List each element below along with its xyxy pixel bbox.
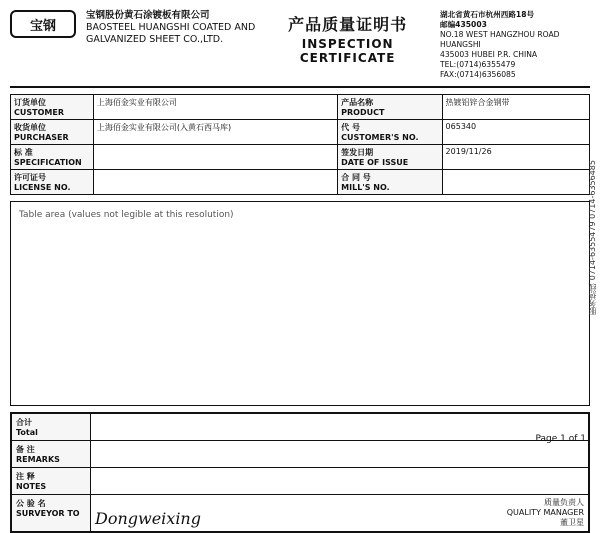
certificate-header xyxy=(10,10,590,80)
fields-row-4 xyxy=(11,170,590,195)
mill-no-label: 合 同 号 MILL'S NO. xyxy=(338,170,442,195)
signature-layout xyxy=(95,498,584,528)
specification-label: 标 准 SPECIFICATION xyxy=(11,145,94,170)
fields-row-2 xyxy=(11,120,590,145)
product-label: 产品名称 PRODUCT xyxy=(338,95,442,120)
header-divider xyxy=(10,86,590,88)
signature-row xyxy=(12,495,589,532)
fax: FAX:(0714)6356085 xyxy=(440,70,516,79)
title-cn: 产品质量证明书 xyxy=(288,15,408,34)
customer-no-value: 065340 xyxy=(442,120,589,145)
certificate-fields xyxy=(10,94,590,195)
fields-row-1 xyxy=(11,95,590,120)
customer-label: 订货单位 CUSTOMER xyxy=(11,95,94,120)
certificate-title xyxy=(265,12,430,65)
telephone: TEL:(0714)6355479 xyxy=(440,60,516,69)
signature-cell xyxy=(91,495,589,532)
customer-no-label: 代 号 CUSTOMER'S NO. xyxy=(338,120,442,145)
company-name-cn: 宝钢股份黄石涂镀板有限公司 xyxy=(86,10,210,21)
quality-manager-name: 董卫星 xyxy=(560,518,584,527)
quality-manager-block xyxy=(507,498,584,528)
license-value xyxy=(93,170,337,195)
company-name-en-2: GALVANIZED SHEET CO.,LTD. xyxy=(86,34,224,45)
title-en: INSPECTION CERTIFICATE xyxy=(299,37,396,65)
specification-value xyxy=(93,145,337,170)
address-block xyxy=(440,10,590,80)
company-block xyxy=(86,10,255,46)
remarks-value-empty xyxy=(91,441,589,468)
notes-row xyxy=(12,468,589,495)
remarks-label: 备 注 REMARKS xyxy=(12,441,91,468)
address-en-1: NO.18 WEST HANGZHOU ROAD HUANGSHI xyxy=(440,30,560,49)
notes-label: 注 释 NOTES xyxy=(12,468,91,495)
purchaser-value: 上海佰金实业有限公司(入黄石西马库) xyxy=(93,120,337,145)
issue-date-label: 签发日期 DATE OF ISSUE xyxy=(338,145,442,170)
company-name-en-1: BAOSTEEL HUANGSHI COATED AND xyxy=(86,22,256,33)
bottom-sections xyxy=(10,412,590,533)
notes-value-empty xyxy=(91,468,589,495)
quality-manager-label-en: QUALITY MANAGER xyxy=(506,508,584,517)
bottom-table xyxy=(11,413,589,532)
issue-date-value: 2019/11/26 xyxy=(442,145,589,170)
customer-value: 上海佰金实业有限公司 xyxy=(93,95,337,120)
address-cn-2: 邮编435003 xyxy=(440,20,487,29)
inspection-table-placeholder xyxy=(10,201,590,406)
license-label: 许可证号 LICENSE NO. xyxy=(11,170,94,195)
vertical-side-text: 服务热线 0714-6355479 0714-6356485 xyxy=(588,160,597,315)
surveyor-label: 公 验 名 SURVEYOR TO xyxy=(12,495,91,532)
remarks-row xyxy=(12,441,589,468)
address-cn-1: 湖北省黄石市杭州西路18号 xyxy=(440,10,535,19)
fields-row-3 xyxy=(11,145,590,170)
purchaser-label: 收货单位 PURCHASER xyxy=(11,120,94,145)
total-label: 合计 Total xyxy=(12,414,91,441)
product-value: 热镀铝锌合金钢带 xyxy=(442,95,589,120)
page-indicator: Page 1 of 1 xyxy=(535,434,586,444)
mill-no-value xyxy=(442,170,589,195)
logo-text: 宝钢 xyxy=(29,18,56,34)
signature: Dongweixing xyxy=(95,509,201,528)
address-en-2: 435003 HUBEI P.R. CHINA xyxy=(440,50,538,59)
table-legibility-note: Table area (values not legible at this resolution) xyxy=(19,210,234,220)
quality-manager-label-cn: 质量负责人 xyxy=(544,498,584,507)
baosteel-logo xyxy=(10,10,76,38)
